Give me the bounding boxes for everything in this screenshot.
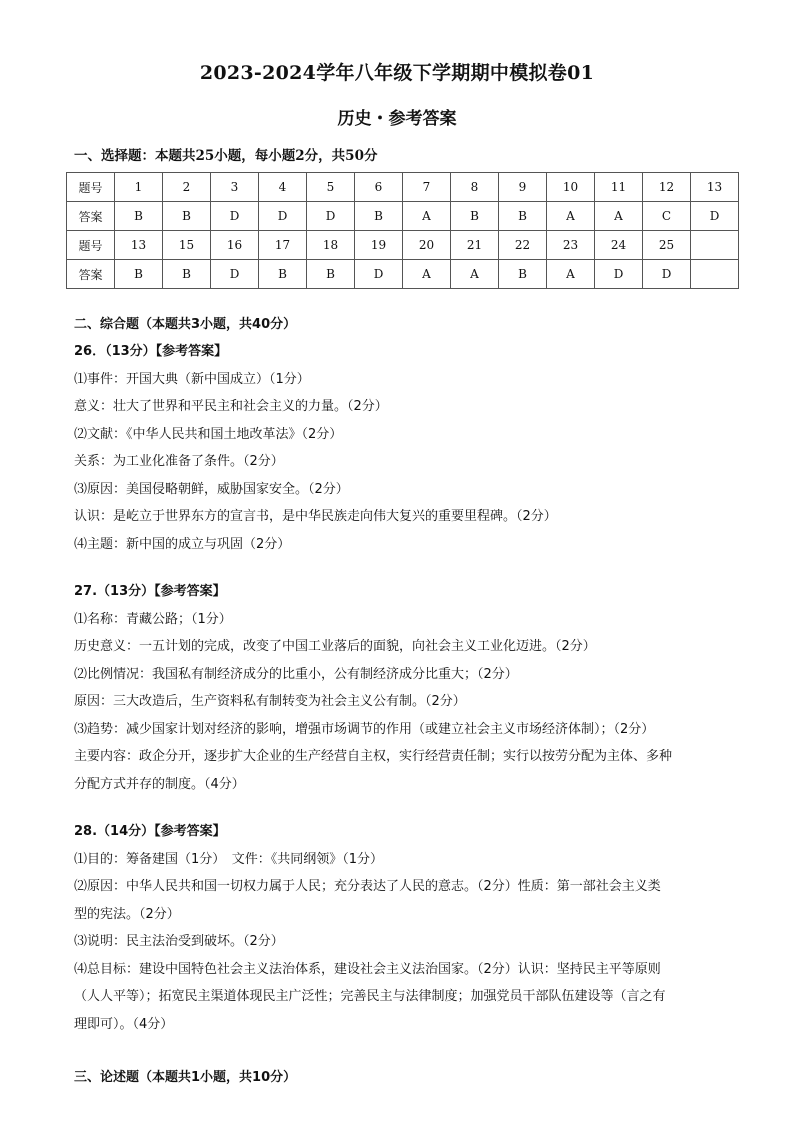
answer-table-cell: B	[499, 202, 547, 231]
answer-line: 原因：三大改造后，生产资料私有制转变为社会主义公有制。（2分）	[74, 694, 466, 709]
answer-table-cell: B	[307, 260, 355, 289]
answer-table	[66, 172, 739, 289]
answer-table-row	[67, 173, 739, 202]
answer-table-cell: D	[691, 202, 739, 231]
answer-table-cell: 19	[355, 231, 403, 260]
answer-line: 意义：壮大了世界和平民主和社会主义的力量。（2分）	[74, 399, 388, 414]
answer-table-cell: 6	[355, 173, 403, 202]
question-26-heading: 26．（13分）【参考答案】	[74, 344, 228, 359]
answer-line: ⑶原因：美国侵略朝鲜，威胁国家安全。（2分）	[74, 481, 349, 497]
answer-table-cell: 10	[547, 173, 595, 202]
answer-table-cell: A	[403, 260, 451, 289]
answer-line: ⑶趋势：减少国家计划对经济的影响，增强市场调节的作用（或建立社会主义市场经济体制）；（2分）	[74, 721, 655, 737]
answer-table-cell: 25	[643, 231, 691, 260]
answer-line: 理即可）。（4分）	[74, 1016, 174, 1032]
answer-table-cell: 2	[163, 173, 211, 202]
answer-table-cell: D	[643, 260, 691, 289]
answer-line: ⑵文献：《中华人民共和国土地改革法》（2分）	[74, 426, 343, 442]
answer-table-cell: D	[595, 260, 643, 289]
answer-table-cell: B	[355, 202, 403, 231]
answer-table-cell	[691, 231, 739, 260]
answer-line: 认识：是屹立于世界东方的宣言书，是中华民族走向伟大复兴的重要里程碑。（2分）	[74, 509, 557, 524]
answer-line: ⑵原因：中华人民共和国一切权力属于人民；充分表达了人民的意志。（2分）性质：第一部社会主义类	[74, 879, 661, 894]
answer-table-cell: 21	[451, 231, 499, 260]
answer-table-cell: D	[211, 202, 259, 231]
answer-line: ⑴名称：青藏公路；（1分）	[74, 611, 232, 627]
answer-table-cell: 11	[595, 173, 643, 202]
answer-table-cell: A	[547, 260, 595, 289]
document-subtitle: 历史・参考答案	[337, 109, 457, 129]
answer-table-cell: A	[451, 260, 499, 289]
answer-table-cell: B	[115, 202, 163, 231]
answer-table-cell: 16	[211, 231, 259, 260]
answer-line: 关系：为工业化准备了条件。（2分）	[74, 454, 284, 469]
answer-table-cell: A	[595, 202, 643, 231]
answer-table-cell: 15	[163, 231, 211, 260]
question-28-block	[74, 818, 724, 1038]
answer-table-row	[67, 231, 739, 260]
answer-table-cell: 8	[451, 173, 499, 202]
answer-table-cell: D	[259, 202, 307, 231]
answer-table-cell: 17	[259, 231, 307, 260]
row-label-cell: 题号	[67, 231, 115, 260]
answer-line: 主要内容：政企分开，逐步扩大企业的生产经营自主权，实行经营责任制；实行以按劳分配为主体、多种	[74, 749, 673, 764]
answer-table-cell: 12	[643, 173, 691, 202]
row-label-cell: 答案	[67, 260, 115, 289]
answer-line: ⑴事件：开国大典（新中国成立）（1分）	[74, 371, 310, 387]
answer-table-row	[67, 260, 739, 289]
answer-table-cell: D	[355, 260, 403, 289]
answer-table-cell: 13	[691, 173, 739, 202]
answer-table-cell: 3	[211, 173, 259, 202]
answer-table-cell: 24	[595, 231, 643, 260]
section3-heading	[74, 1064, 724, 1092]
answer-table-cell: 22	[499, 231, 547, 260]
answer-table-cell: D	[307, 202, 355, 231]
answer-table-cell: 7	[403, 173, 451, 202]
answer-table-row	[67, 202, 739, 231]
answer-table-cell: 4	[259, 173, 307, 202]
answer-line: ⑷总目标：建设中国特色社会主义法治体系，建设社会主义法治国家。（2分）认识：坚持民主平等原则	[74, 961, 661, 977]
answer-table-cell: B	[163, 202, 211, 231]
row-label-cell: 题号	[67, 173, 115, 202]
answer-table-cell: B	[259, 260, 307, 289]
answer-table-cell: B	[451, 202, 499, 231]
answer-table-cell: 18	[307, 231, 355, 260]
answer-table-cell: A	[403, 202, 451, 231]
answer-table-cell: 23	[547, 231, 595, 260]
section2-heading-text: 二、综合题（本题共3小题，共40分）	[74, 317, 297, 332]
answer-table-cell: D	[211, 260, 259, 289]
answer-table-cell: 1	[115, 173, 163, 202]
answer-table-cell: A	[547, 202, 595, 231]
answer-line: ⑴目的：筹备建国（1分） 文件：《共同纲领》（1分）	[74, 851, 384, 867]
answer-line: （人人平等）；拓宽民主渠道体现民主广泛性；完善民主与法律制度；加强党员干部队伍建设等（言之有	[74, 989, 666, 1004]
answer-line: ⑵比例情况：我国私有制经济成分的比重小，公有制经济成分比重大；（2分）	[74, 666, 518, 682]
section3-heading-text: 三、论述题（本题共1小题，共10分）	[74, 1070, 297, 1085]
question-28-heading: 28.（14分）【参考答案】	[74, 824, 226, 839]
answer-table-cell: 13	[115, 231, 163, 260]
answer-table-cell: 5	[307, 173, 355, 202]
section1-heading: 一、选择题：本题共25小题，每小题2分，共50分	[74, 148, 378, 164]
question-27-block	[74, 578, 724, 798]
answer-table-cell: 9	[499, 173, 547, 202]
row-label-cell: 答案	[67, 202, 115, 231]
answer-table-cell: 20	[403, 231, 451, 260]
answer-line: ⑷主题：新中国的成立与巩固（2分）	[74, 536, 291, 552]
question-27-heading: 27.（13分）【参考答案】	[74, 584, 226, 599]
answer-table-cell: C	[643, 202, 691, 231]
question-26-block	[74, 338, 724, 558]
answer-line: 型的宪法。（2分）	[74, 906, 180, 922]
answer-line: 分配方式并存的制度。（4分）	[74, 776, 245, 792]
answer-table-cell: B	[499, 260, 547, 289]
answer-line: ⑶说明：民主法治受到破坏。（2分）	[74, 934, 284, 949]
answer-line: 历史意义：一五计划的完成，改变了中国工业落后的面貌，向社会主义工业化迈进。（2分）	[74, 639, 596, 654]
section2-heading	[74, 311, 724, 339]
answer-table-cell: B	[115, 260, 163, 289]
answer-table-cell: B	[163, 260, 211, 289]
document-title: 2023-2024学年八年级下学期期中模拟卷01	[199, 62, 595, 84]
answer-table-cell	[691, 260, 739, 289]
